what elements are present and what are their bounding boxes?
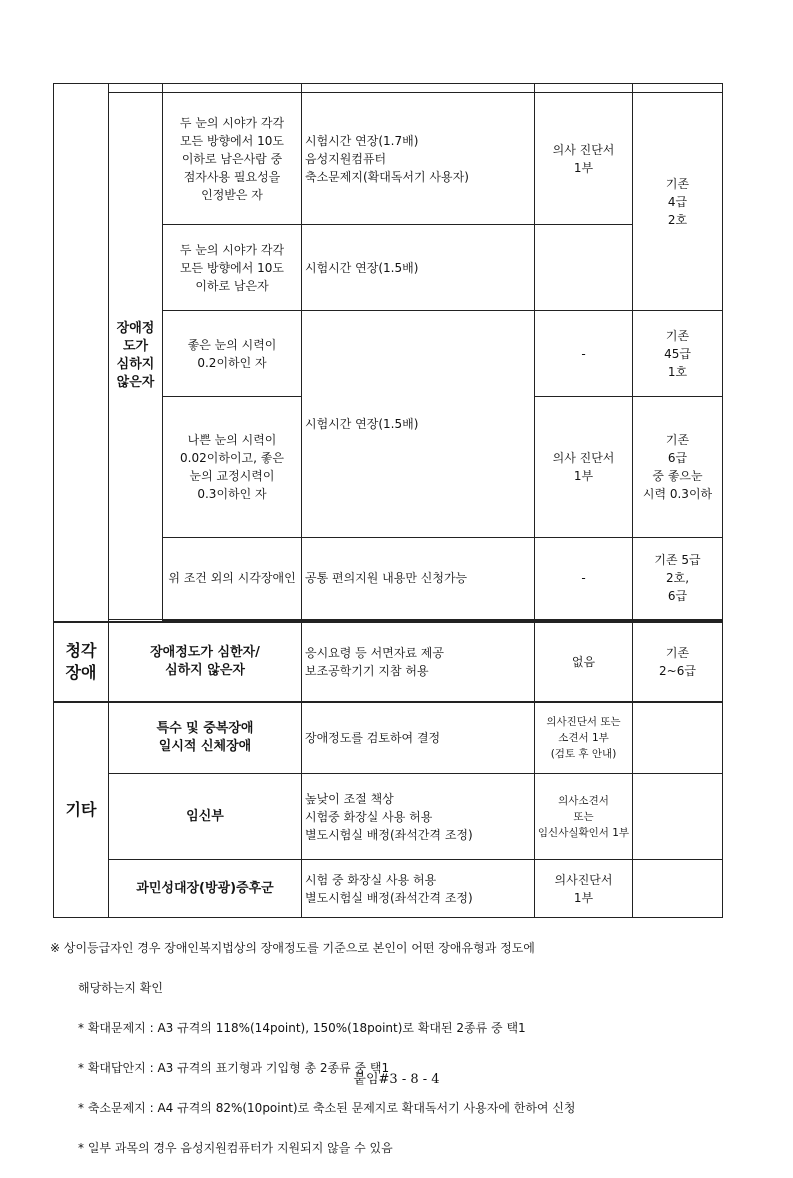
footnote-item: * 확대답안지 : A3 규격의 표기형과 기입형 총 2종류 중 택1	[78, 1061, 390, 1075]
grade-cell	[633, 774, 723, 860]
category-hearing: 청각 장애	[54, 622, 109, 702]
grade-cell	[633, 860, 723, 918]
stub-cell	[163, 84, 302, 93]
support-cell: 시험시간 연장(1.5배)	[302, 225, 535, 311]
document-cell: 의사진단서 또는 소견서 1부 (검토 후 안내)	[535, 702, 633, 774]
document-cell: 의사진단서 1부	[535, 860, 633, 918]
table-row-hearing	[54, 622, 723, 702]
footnote-main: ※ 상이등급자인 경우 장애인복지법상의 장애정도를 기준으로 본인이 어떤 장애유형과 정도에	[50, 941, 535, 955]
target-cell: 장애정도가 심한자/ 심하지 않은자	[109, 622, 302, 702]
document-cell: 없음	[535, 622, 633, 702]
table-row	[54, 860, 723, 918]
stub-cell	[302, 84, 535, 93]
condition-cell: 두 눈의 시야가 각각 모든 방향에서 10도 이하로 남은자	[163, 225, 302, 311]
page-number: 붙임#3 - 8 - 4	[353, 1072, 440, 1087]
footnote-item: * 일부 과목의 경우 음성지원컴퓨터가 지원되지 않을 수 있음	[78, 1141, 393, 1155]
grade-cell: 기존 6급 중 좋으눈 시력 0.3이하	[633, 397, 723, 538]
support-cell: 장애정도를 검토하여 결정	[302, 702, 535, 774]
grade-cell	[633, 702, 723, 774]
table-row	[54, 774, 723, 860]
footnotes	[50, 918, 750, 1178]
footnote-main-cont: 해당하는지 확인	[78, 981, 163, 995]
grade-cell: 기존 45급 1호	[633, 311, 723, 397]
support-cell: 시험 중 화장실 사용 허용 별도시험실 배정(좌석간격 조정)	[302, 860, 535, 918]
grade-cell: 기존 2~6급	[633, 622, 723, 702]
support-cell: 공통 편의지원 내용만 신청가능	[302, 538, 535, 620]
table-row	[54, 93, 723, 225]
stub-cell	[633, 84, 723, 93]
grade-cell: 기존 5급 2호, 6급	[633, 538, 723, 620]
category-cell-top	[54, 84, 109, 622]
support-cell: 높낮이 조절 책상 시험중 화장실 사용 허용 별도시험실 배정(좌석간격 조정)	[302, 774, 535, 860]
condition-cell: 두 눈의 시야가 각각 모든 방향에서 10도 이하로 남은사람 중 점자사용 필요성을 인정받은 자	[163, 93, 302, 225]
grade-cell: 기존 4급 2호	[633, 93, 723, 311]
stub-cell	[109, 84, 163, 93]
document-cell: -	[535, 538, 633, 620]
document-cell: 의사소견서 또는 임신사실확인서 1부	[535, 774, 633, 860]
footnote-item: * 축소문제지 : A4 규격의 82%(10point)로 축소된 문제지로 확대독서기 사용자에 한하여 신청	[78, 1101, 576, 1115]
accommodation-table	[53, 83, 723, 918]
footnote-item: * 확대문제지 : A3 규격의 118%(14point), 150%(18point)로 확대된 2종류 중 택1	[78, 1021, 526, 1035]
stub-cell	[535, 84, 633, 93]
condition-cell: 좋은 눈의 시력이 0.2이하인 자	[163, 311, 302, 397]
table-row	[54, 702, 723, 774]
severity-label: 장애정 도가 심하지 않은자	[109, 93, 163, 620]
target-cell: 특수 및 중복장애 일시적 신체장애	[109, 702, 302, 774]
document-cell: 의사 진단서 1부	[535, 93, 633, 225]
table-header-stub-row	[54, 84, 723, 93]
category-other: 기타	[54, 702, 109, 918]
support-cell: 응시요령 등 서면자료 제공 보조공학기기 지참 허용	[302, 622, 535, 702]
support-cell: 시험시간 연장(1.5배)	[302, 311, 535, 538]
document-cell	[535, 225, 633, 311]
support-cell: 시험시간 연장(1.7배) 음성지원컴퓨터 축소문제지(확대독서기 사용자)	[302, 93, 535, 225]
condition-cell: 위 조건 외의 시각장애인	[163, 538, 302, 620]
document-cell: -	[535, 311, 633, 397]
target-cell: 임신부	[109, 774, 302, 860]
document-cell: 의사 진단서 1부	[535, 397, 633, 538]
target-cell: 과민성대장(방광)증후군	[109, 860, 302, 918]
condition-cell: 나쁜 눈의 시력이 0.02이하이고, 좋은 눈의 교정시력이 0.3이하인 자	[163, 397, 302, 538]
